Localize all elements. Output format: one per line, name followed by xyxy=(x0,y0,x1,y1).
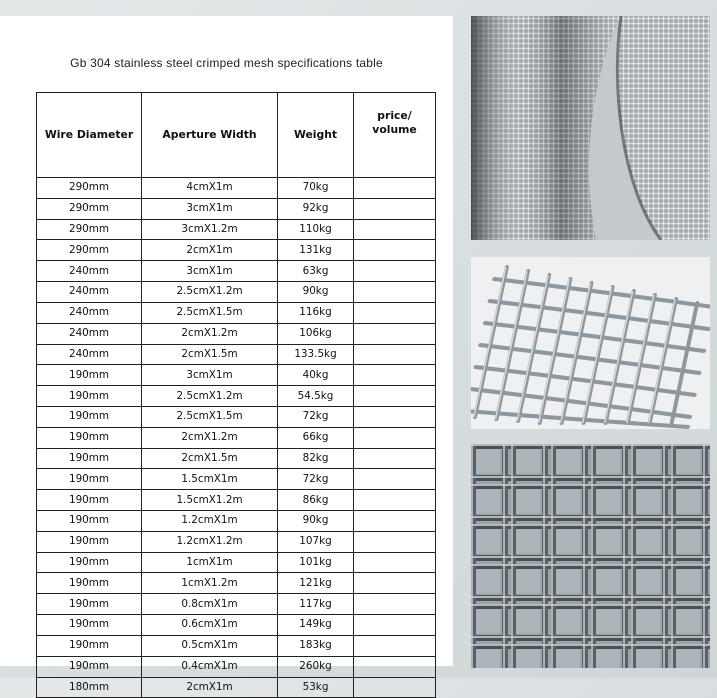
table-row xyxy=(37,594,436,615)
cell-weight: 53kg xyxy=(278,677,354,698)
cell-weight: 107kg xyxy=(278,531,354,552)
cell-wire-diameter: 190mm xyxy=(37,469,142,490)
cell-weight: 101kg xyxy=(278,552,354,573)
cell-weight: 260kg xyxy=(278,656,354,677)
table-row xyxy=(37,261,436,282)
cell-wire-diameter: 240mm xyxy=(37,282,142,303)
cell-price-volume xyxy=(354,615,436,636)
cell-wire-diameter: 180mm xyxy=(37,677,142,698)
cell-wire-diameter: 190mm xyxy=(37,406,142,427)
mesh-closeup-photo xyxy=(471,444,710,668)
cell-aperture-width: 1.5cmX1.2m xyxy=(142,490,278,511)
cell-wire-diameter: 190mm xyxy=(37,573,142,594)
table-row xyxy=(37,344,436,365)
cell-aperture-width: 2cmX1m xyxy=(142,677,278,698)
cell-weight: 72kg xyxy=(278,469,354,490)
table-row xyxy=(37,511,436,532)
header-wire-diameter: Wire Diameter xyxy=(37,93,142,178)
cell-price-volume xyxy=(354,282,436,303)
cell-weight: 117kg xyxy=(278,594,354,615)
cell-weight: 82kg xyxy=(278,448,354,469)
cell-weight: 92kg xyxy=(278,198,354,219)
cell-price-volume xyxy=(354,261,436,282)
cell-aperture-width: 2.5cmX1.2m xyxy=(142,386,278,407)
spec-table xyxy=(36,92,436,698)
cell-wire-diameter: 190mm xyxy=(37,615,142,636)
cell-aperture-width: 3cmX1m xyxy=(142,261,278,282)
cell-price-volume xyxy=(354,656,436,677)
cell-aperture-width: 2cmX1.2m xyxy=(142,427,278,448)
cell-aperture-width: 1cmX1.2m xyxy=(142,573,278,594)
cell-price-volume xyxy=(354,635,436,656)
cell-weight: 149kg xyxy=(278,615,354,636)
cell-wire-diameter: 290mm xyxy=(37,198,142,219)
table-row xyxy=(37,386,436,407)
table-row xyxy=(37,615,436,636)
cell-price-volume xyxy=(354,573,436,594)
cell-price-volume xyxy=(354,677,436,698)
cell-price-volume xyxy=(354,448,436,469)
cell-weight: 90kg xyxy=(278,511,354,532)
cell-price-volume xyxy=(354,511,436,532)
cell-weight: 40kg xyxy=(278,365,354,386)
spec-panel xyxy=(0,16,453,693)
table-header-row xyxy=(37,93,436,178)
cell-wire-diameter: 190mm xyxy=(37,656,142,677)
table-row xyxy=(37,677,436,698)
header-aperture-width: Aperture Width xyxy=(142,93,278,178)
cell-weight: 131kg xyxy=(278,240,354,261)
cell-wire-diameter: 190mm xyxy=(37,531,142,552)
cell-wire-diameter: 190mm xyxy=(37,594,142,615)
cell-price-volume xyxy=(354,531,436,552)
cell-aperture-width: 0.8cmX1m xyxy=(142,594,278,615)
cell-wire-diameter: 240mm xyxy=(37,344,142,365)
cell-wire-diameter: 190mm xyxy=(37,448,142,469)
table-title: Gb 304 stainless steel crimped mesh specifications table xyxy=(70,56,383,70)
cell-weight: 106kg xyxy=(278,323,354,344)
cell-wire-diameter: 290mm xyxy=(37,178,142,199)
cell-weight: 121kg xyxy=(278,573,354,594)
cell-aperture-width: 0.5cmX1m xyxy=(142,635,278,656)
cell-weight: 54.5kg xyxy=(278,386,354,407)
cell-weight: 86kg xyxy=(278,490,354,511)
cell-weight: 70kg xyxy=(278,178,354,199)
cell-aperture-width: 1.2cmX1m xyxy=(142,511,278,532)
cell-wire-diameter: 190mm xyxy=(37,490,142,511)
table-row xyxy=(37,219,436,240)
cell-weight: 66kg xyxy=(278,427,354,448)
cell-aperture-width: 2cmX1m xyxy=(142,240,278,261)
cell-price-volume xyxy=(354,552,436,573)
cell-weight: 116kg xyxy=(278,302,354,323)
table-row xyxy=(37,490,436,511)
table-row xyxy=(37,531,436,552)
cell-wire-diameter: 290mm xyxy=(37,219,142,240)
table-row xyxy=(37,406,436,427)
table-row xyxy=(37,656,436,677)
cell-wire-diameter: 190mm xyxy=(37,427,142,448)
spec-table-body xyxy=(37,178,436,698)
cell-price-volume xyxy=(354,178,436,199)
cell-wire-diameter: 190mm xyxy=(37,365,142,386)
cell-price-volume xyxy=(354,469,436,490)
cell-aperture-width: 2cmX1.5m xyxy=(142,344,278,365)
table-row xyxy=(37,427,436,448)
cell-aperture-width: 2.5cmX1.5m xyxy=(142,406,278,427)
crimped-mesh-sheet-photo xyxy=(471,257,710,429)
cell-aperture-width: 1.5cmX1m xyxy=(142,469,278,490)
cell-price-volume xyxy=(354,240,436,261)
cell-price-volume xyxy=(354,386,436,407)
cell-wire-diameter: 290mm xyxy=(37,240,142,261)
cell-price-volume xyxy=(354,302,436,323)
cell-wire-diameter: 240mm xyxy=(37,261,142,282)
cell-price-volume xyxy=(354,323,436,344)
cell-wire-diameter: 190mm xyxy=(37,511,142,532)
cell-wire-diameter: 240mm xyxy=(37,302,142,323)
cell-aperture-width: 0.6cmX1m xyxy=(142,615,278,636)
cell-price-volume xyxy=(354,198,436,219)
cell-weight: 72kg xyxy=(278,406,354,427)
cell-weight: 90kg xyxy=(278,282,354,303)
cell-aperture-width: 1.2cmX1.2m xyxy=(142,531,278,552)
cell-weight: 63kg xyxy=(278,261,354,282)
table-row xyxy=(37,178,436,199)
cell-wire-diameter: 190mm xyxy=(37,552,142,573)
cell-price-volume xyxy=(354,427,436,448)
table-row xyxy=(37,448,436,469)
header-price-volume: price/ volume xyxy=(354,93,436,178)
cell-price-volume xyxy=(354,365,436,386)
cell-price-volume xyxy=(354,406,436,427)
cell-aperture-width: 3cmX1m xyxy=(142,198,278,219)
table-row xyxy=(37,302,436,323)
cell-wire-diameter: 240mm xyxy=(37,323,142,344)
cell-aperture-width: 3cmX1.2m xyxy=(142,219,278,240)
table-row xyxy=(37,365,436,386)
cell-weight: 133.5kg xyxy=(278,344,354,365)
cell-aperture-width: 1cmX1m xyxy=(142,552,278,573)
cell-weight: 110kg xyxy=(278,219,354,240)
cell-price-volume xyxy=(354,219,436,240)
cell-weight: 183kg xyxy=(278,635,354,656)
cell-aperture-width: 2cmX1.5m xyxy=(142,448,278,469)
table-row xyxy=(37,635,436,656)
mesh-roll-photo xyxy=(471,16,710,240)
cell-aperture-width: 0.4cmX1m xyxy=(142,656,278,677)
table-row xyxy=(37,573,436,594)
cell-aperture-width: 4cmX1m xyxy=(142,178,278,199)
table-row xyxy=(37,323,436,344)
cell-price-volume xyxy=(354,594,436,615)
cell-price-volume xyxy=(354,490,436,511)
table-row xyxy=(37,469,436,490)
cell-price-volume xyxy=(354,344,436,365)
cell-aperture-width: 3cmX1m xyxy=(142,365,278,386)
table-row xyxy=(37,240,436,261)
cell-wire-diameter: 190mm xyxy=(37,635,142,656)
table-row xyxy=(37,282,436,303)
cell-wire-diameter: 190mm xyxy=(37,386,142,407)
cell-aperture-width: 2cmX1.2m xyxy=(142,323,278,344)
cell-aperture-width: 2.5cmX1.5m xyxy=(142,302,278,323)
table-row xyxy=(37,552,436,573)
table-row xyxy=(37,198,436,219)
header-weight: Weight xyxy=(278,93,354,178)
cell-aperture-width: 2.5cmX1.2m xyxy=(142,282,278,303)
